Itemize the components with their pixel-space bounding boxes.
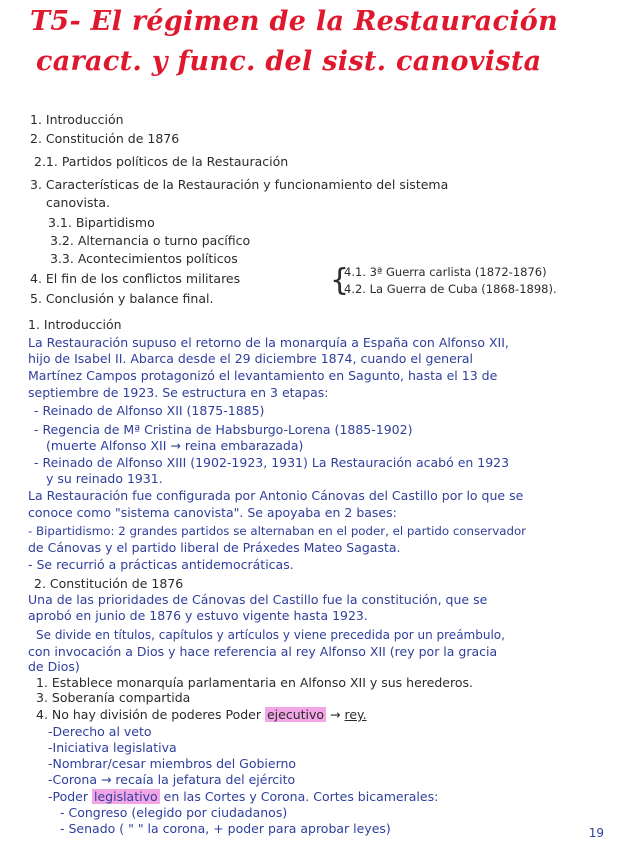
index-subitem: 4.1. 3ª Guerra carlista (1872-1876) [344,265,547,279]
index-item: 3.3. Acontecimientos políticos [50,251,238,266]
index-item: 3.1. Bipartidismo [48,215,155,230]
index-item: canovista. [46,195,111,210]
text-line: - Se recurrió a prácticas antidemocráticas. [28,557,294,572]
text-line: -Corona → recaía la jefatura del ejército [48,772,296,787]
text-line: con invocación a Dios y hace referencia al rey Alfonso XII (rey por la gracia [28,644,498,659]
index-subitem: 4.2. La Guerra de Cuba (1868-1898). [344,282,557,296]
text-line: - Congreso (elegido por ciudadanos) [60,805,288,820]
text-line: 1. Establece monarquía parlamentaria en Alfonso XII y sus herederos. [36,675,473,690]
text-line: -Nombrar/cesar miembros del Gobierno [48,756,297,771]
text-line: conoce como "sistema canovista". Se apoyaba en 2 bases: [28,505,397,520]
text-line: (muerte Alfonso XII → reina embarazada) [46,438,304,453]
text-line: - Regencia de Mª Cristina de Habsburgo-Lorena (1885-1902) [34,422,413,437]
text-line: - Senado ( " " la corona, + poder para aprobar leyes) [60,821,391,836]
powers-prefix: 4. No hay división de poderes Poder [36,707,261,722]
text-line: septiembre de 1923. Se estructura en 3 etapas: [28,385,329,400]
text-line: Una de las prioridades de Cánovas del Castillo fue la constitución, que se [28,592,488,607]
index-item: 3. Características de la Restauración y funcionamiento del sistema [30,177,449,192]
text-line: aprobó en junio de 1876 y estuvo vigente hasta 1923. [28,608,368,623]
text-line: hijo de Isabel II. Abarca desde el 29 diciembre 1874, cuando el general [28,351,474,366]
legislative-highlight: legislativo [94,789,158,804]
title-line-1: T5- El régimen de la Restauración [30,6,559,37]
text-line: - Reinado de Alfonso XII (1875-1885) [34,403,265,418]
text-line: -Derecho al veto [48,724,152,739]
text-line: de Cánovas y el partido liberal de Práxedes Mateo Sagasta. [28,540,401,555]
text-line: La Restauración supuso el retorno de la monarquía a España con Alfonso XII, [28,335,509,350]
page-number: 19 [588,826,604,840]
brace-icon: { [330,263,350,298]
text-line: La Restauración fue configurada por Antonio Cánovas del Castillo por lo que se [28,488,524,503]
text-line: 3. Soberanía compartida [36,690,191,705]
title-line-2: caract. y func. del sist. canovista [36,46,542,77]
index-item: 2. Constitución de 1876 [30,131,180,146]
text-line: y su reinado 1931. [46,471,163,486]
text-line: - Reinado de Alfonso XIII (1902-1923, 1931) La Restauración acabó en 1923 [34,455,510,470]
legislative-prefix: -Poder [48,789,89,804]
index-item: 4. El fin de los conflictos militares [30,271,241,286]
powers-line [36,708,367,722]
executive-highlight: ejecutivo [266,707,325,722]
section-heading: 1. Introducción [28,317,122,332]
legislative-suffix: en las Cortes y Corona. Cortes bicamerales: [163,789,439,804]
legislative-line [48,790,438,804]
index-item: 5. Conclusión y balance final. [30,291,214,306]
text-line: - Bipartidismo: 2 grandes partidos se alternaban en el poder, el partido conservador [28,524,527,538]
index-item: 2.1. Partidos políticos de la Restauración [34,154,289,169]
index-item: 3.2. Alternancia o turno pacífico [50,233,251,248]
arrow-icon: → [330,707,341,722]
text-line: de Dios) [28,659,80,674]
section-heading: 2. Constitución de 1876 [34,576,184,591]
text-line: -Iniciativa legislativa [48,740,177,755]
index-item: 1. Introducción [30,112,124,127]
text-line: Se divide en títulos, capítulos y artículos y viene precedida por un preámbulo, [36,628,505,642]
executive-holder: rey. [344,707,367,722]
text-line: Martínez Campos protagonizó el levantamiento en Sagunto, hasta el 13 de [28,368,498,383]
